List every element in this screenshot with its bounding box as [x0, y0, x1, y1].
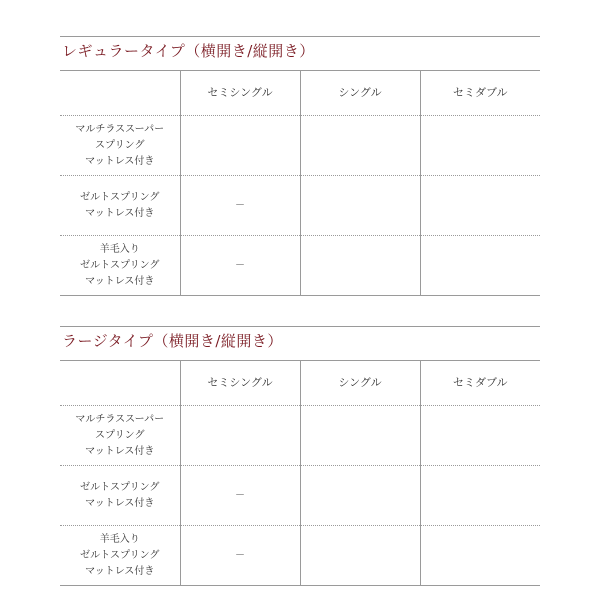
cell-semi-double: [420, 526, 540, 586]
section-title-text: ラージタイプ（横開き/縦開き）: [62, 332, 283, 350]
row-label: マルチラススーパー スプリング マットレス付き: [60, 116, 180, 176]
header-semi-single: セミシングル: [180, 361, 300, 406]
large-type-table: [60, 360, 540, 586]
header-single: シングル: [300, 71, 420, 116]
table-row: [60, 526, 540, 586]
cell-single: [300, 116, 420, 176]
cell-single: [300, 236, 420, 296]
header-semi-double: セミダブル: [420, 361, 540, 406]
table-row: [60, 116, 540, 176]
section-title-large: [60, 326, 540, 360]
cell-semi-single: －: [180, 236, 300, 296]
row-label: ゼルトスプリング マットレス付き: [60, 176, 180, 236]
cell-single: [300, 466, 420, 526]
cell-semi-double: [420, 116, 540, 176]
cell-semi-double: [420, 176, 540, 236]
cell-single: [300, 526, 420, 586]
table-row: [60, 176, 540, 236]
table-header-row: [60, 71, 540, 116]
header-semi-single: セミシングル: [180, 71, 300, 116]
row-label: 羊毛入り ゼルトスプリング マットレス付き: [60, 526, 180, 586]
row-label: ゼルトスプリング マットレス付き: [60, 466, 180, 526]
cell-single: [300, 176, 420, 236]
regular-type-table: [60, 70, 540, 296]
section-title-regular: [60, 36, 540, 70]
cell-semi-double: [420, 406, 540, 466]
table-row: [60, 236, 540, 296]
row-label: 羊毛入り ゼルトスプリング マットレス付き: [60, 236, 180, 296]
header-blank: [60, 71, 180, 116]
header-single: シングル: [300, 361, 420, 406]
table-header-row: [60, 361, 540, 406]
header-semi-double: セミダブル: [420, 71, 540, 116]
section-title-text: レギュラータイプ（横開き/縦開き）: [62, 42, 315, 60]
cell-semi-single: －: [180, 176, 300, 236]
table-row: [60, 466, 540, 526]
table-row: [60, 406, 540, 466]
row-label: マルチラススーパー スプリング マットレス付き: [60, 406, 180, 466]
cell-semi-single: －: [180, 526, 300, 586]
header-blank: [60, 361, 180, 406]
cell-semi-double: [420, 466, 540, 526]
cell-semi-double: [420, 236, 540, 296]
cell-semi-single: [180, 116, 300, 176]
cell-semi-single: [180, 406, 300, 466]
cell-single: [300, 406, 420, 466]
cell-semi-single: －: [180, 466, 300, 526]
